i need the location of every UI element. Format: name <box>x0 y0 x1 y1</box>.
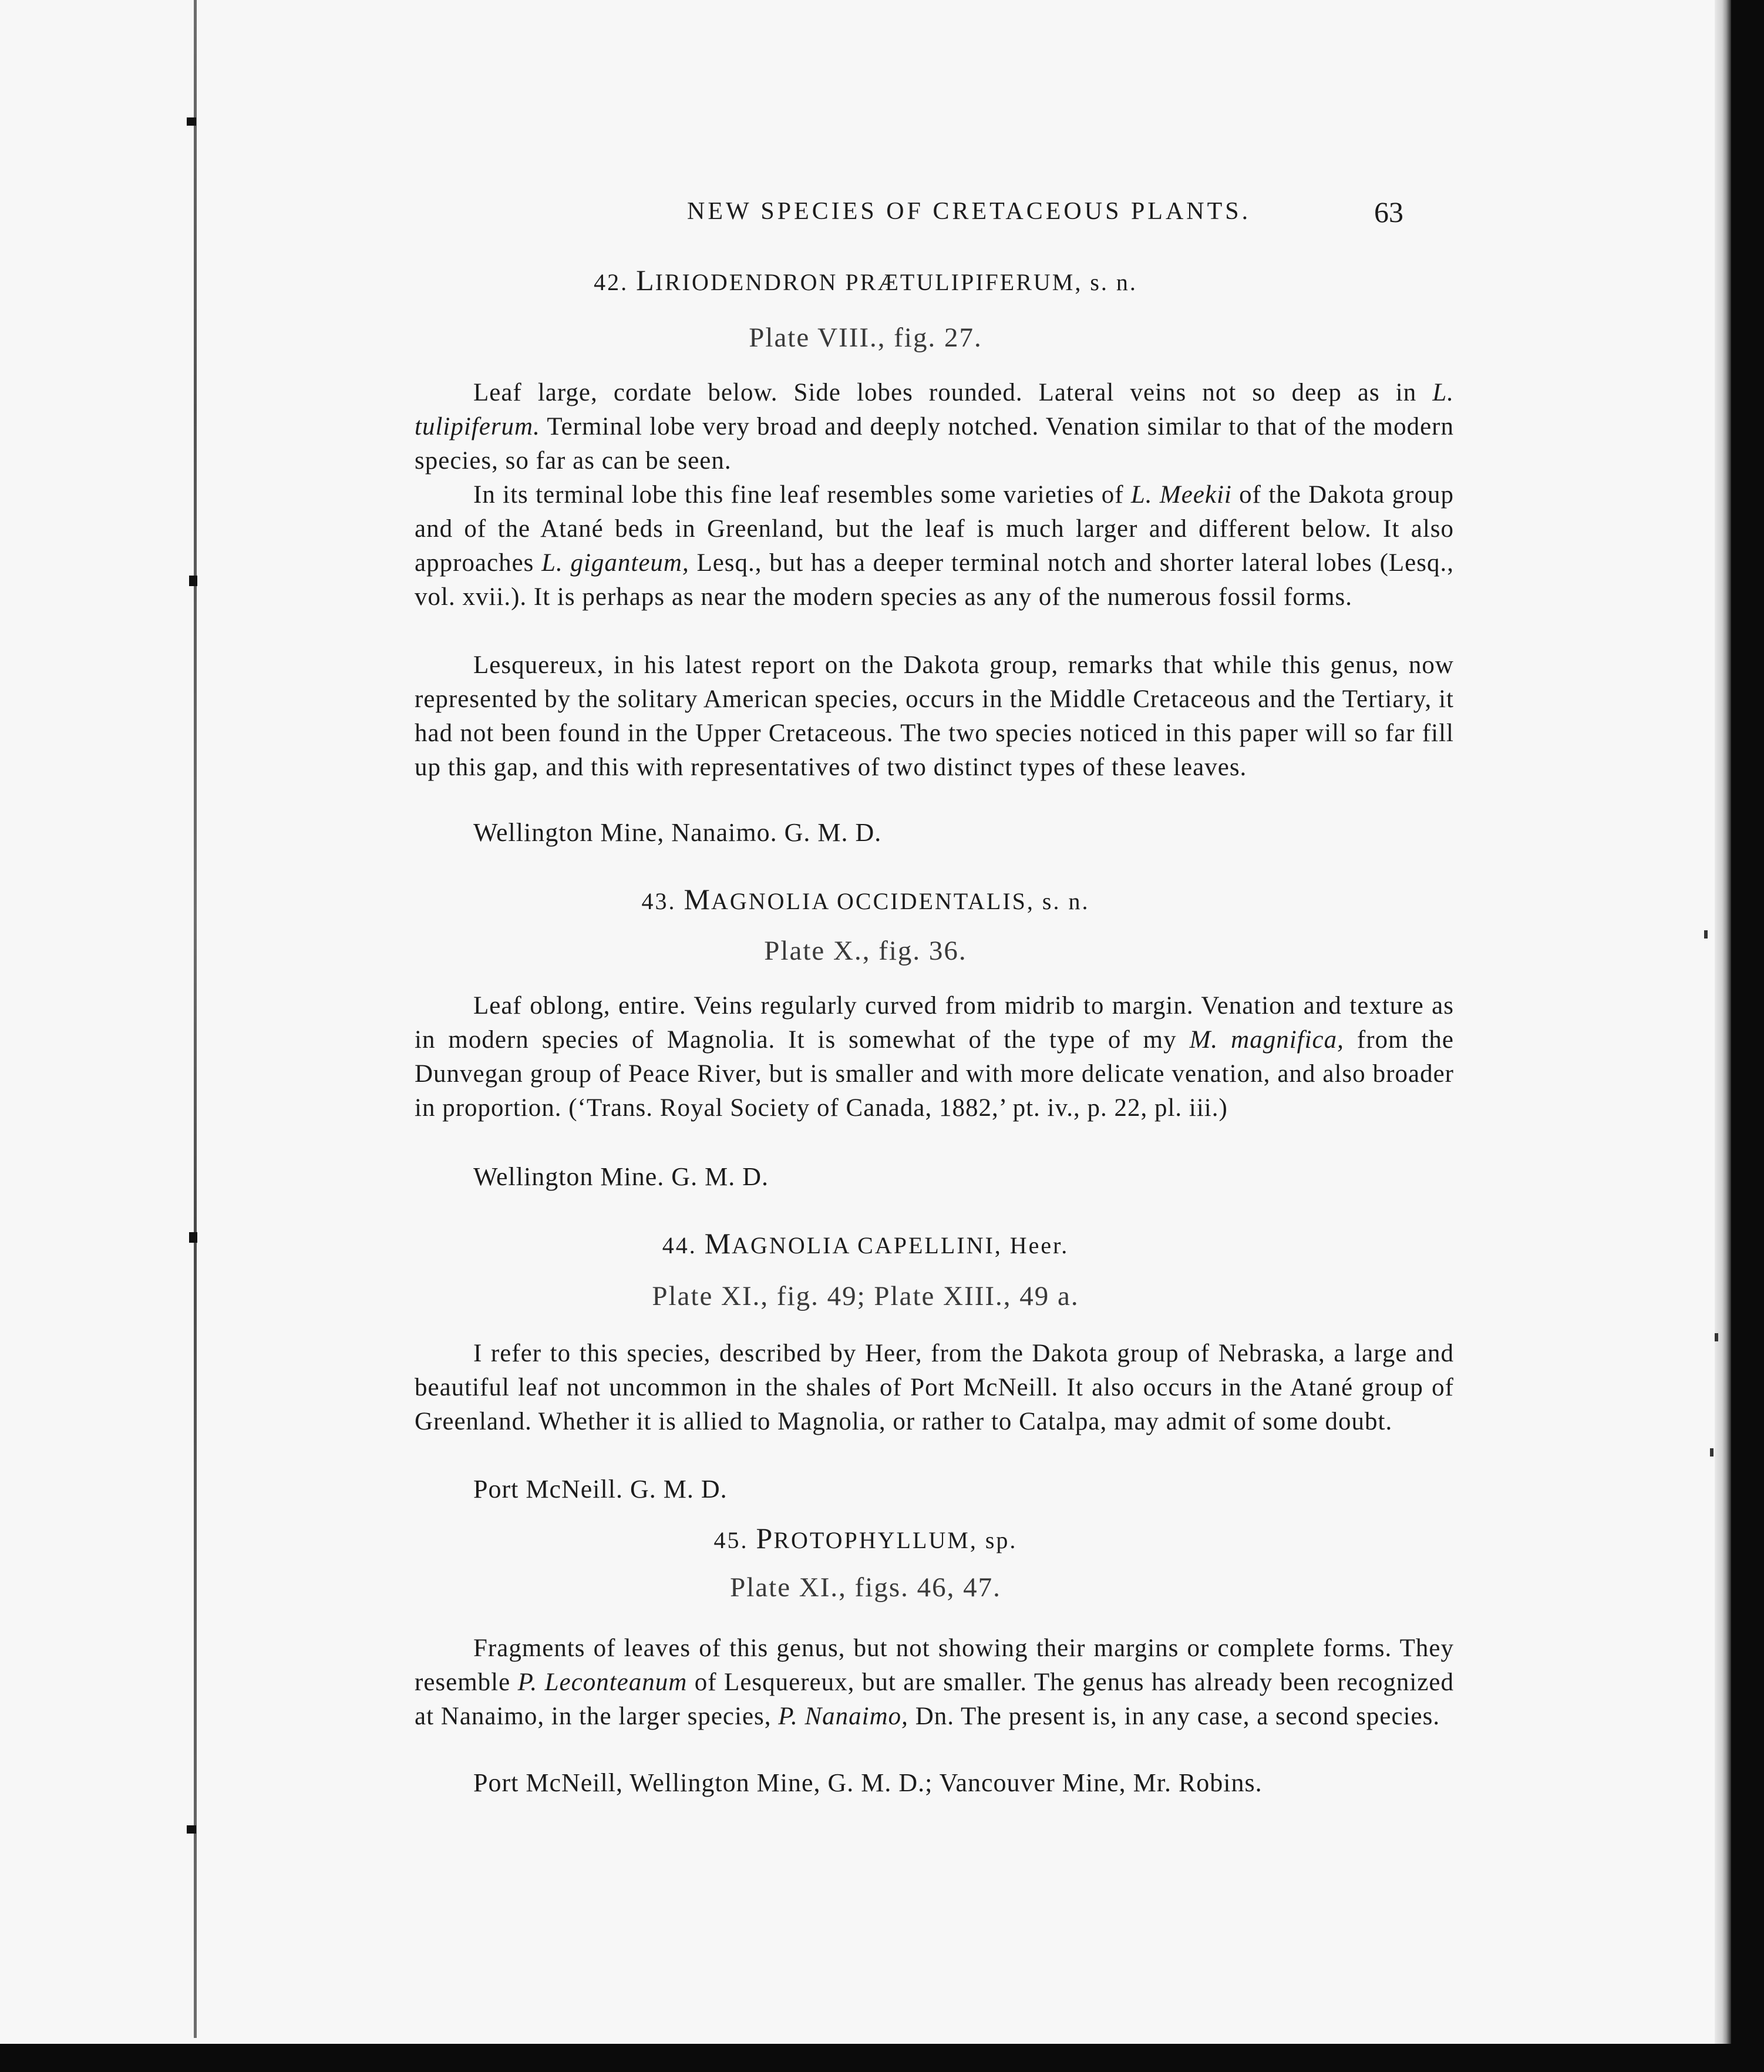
description-paragraph: Fragments of leaves of this genus, but not showing their margins or complete forms. They resemble P. Leconteanum of Lesquereux, but are smaller. The genus has already been recognized at Nanaimo, in the larger species, P. Nanaimo, Dn. The present is, in any case, a second species. <box>415 1634 1454 1730</box>
description-paragraph: Lesquereux, in his latest report on the Dakota group, remarks that while this genus, now represented by the solitary American species, occurs in the Middle Cretaceous and the Tertiary, it had not been found in the Upper Cretaceous. The two species noticed in this paper will so far fill up this gap, and this with representatives of two distinct types of these leaves. <box>415 651 1454 781</box>
binding-mark <box>189 576 197 586</box>
margin-speck <box>1710 1448 1713 1457</box>
locality-line: Port McNeill. G. M. D. <box>473 1475 728 1503</box>
plate-reference: Plate XI., fig. 49; Plate XIII., 49 a. <box>652 1281 1079 1311</box>
genus-initial: M <box>684 883 712 916</box>
species-number: 44. <box>662 1232 697 1259</box>
species-number: 43. <box>641 888 676 914</box>
species-heading <box>0 1226 1731 1260</box>
genus-initial: P <box>756 1522 774 1555</box>
description-paragraph: In its terminal lobe this fine leaf resembles some varieties of L. Meekii of the Dakota group and of the Atané beds in Greenland, but the leaf is much larger and different below. It also approaches L. giganteum, Lesq., but has a deeper terminal notch and shorter lateral lobes (Lesq., vol. xvii.). It is perhaps as near the modern species as any of the numerous fossil forms. <box>415 481 1454 611</box>
running-head-title: NEW SPECIES OF CRETACEOUS PLANTS. <box>687 198 1251 225</box>
description-paragraph: Leaf oblong, entire. Veins regularly curved from midrib to margin. Venation and texture as in modern species of Magnolia. It is somewhat of the type of my M. magnifica, from the Dunvegan group of Peace River, but is smaller and with more delicate venation, and also broader in proportion. (‘Trans. Royal Society of Canada, 1882,’ pt. iv., p. 22, pl. iii.) <box>415 992 1454 1122</box>
scan-border-bottom <box>0 2044 1764 2072</box>
species-name: IRIODENDRON PRÆTULIPIFERUM, s. n. <box>655 269 1137 295</box>
scan-border-right <box>1731 0 1764 2072</box>
species-heading <box>0 263 1731 297</box>
plate-reference: Plate VIII., fig. 27. <box>749 322 982 353</box>
description-paragraph: Leaf large, cordate below. Side lobes rounded. Lateral veins not so deep as in L. tulipiferum. Terminal lobe very broad and deeply notched. Venation similar to that of the modern species, so far as can be seen. <box>415 379 1454 475</box>
species-heading <box>0 882 1731 916</box>
species-heading <box>0 1521 1731 1555</box>
description-paragraph: I refer to this species, described by Heer, from the Dakota group of Nebraska, a large and beautiful leaf not uncommon in the shales of Port McNeill. It also occurs in the Atané group of Greenland. Whether it is allied to Magnolia, or rather to Catalpa, may admit of some doubt. <box>415 1340 1454 1435</box>
species-name: AGNOLIA OCCIDENTALIS, s. n. <box>711 888 1090 914</box>
binding-mark <box>187 117 196 126</box>
species-number: 45. <box>713 1527 749 1553</box>
plate-reference: Plate X., fig. 36. <box>764 936 967 966</box>
species-name: AGNOLIA CAPELLINI, Heer. <box>732 1232 1069 1259</box>
genus-initial: M <box>704 1227 732 1260</box>
species-number: 42. <box>594 269 629 295</box>
species-name: ROTOPHYLLUM, sp. <box>773 1527 1018 1553</box>
page-number: 63 <box>1374 196 1403 228</box>
margin-speck <box>1715 1333 1718 1341</box>
page-edge-shadow <box>1715 0 1731 2072</box>
locality-line: Wellington Mine. G. M. D. <box>473 1162 769 1191</box>
locality-line: Port McNeill, Wellington Mine, G. M. D.; Vancouver Mine, Mr. Robins. <box>473 1768 1263 1797</box>
genus-initial: L <box>636 264 655 297</box>
plate-reference: Plate XI., figs. 46, 47. <box>730 1572 1001 1603</box>
binding-mark <box>187 1825 196 1834</box>
binding-gutter-line <box>194 0 197 2038</box>
locality-line: Wellington Mine, Nanaimo. G. M. D. <box>473 818 882 847</box>
